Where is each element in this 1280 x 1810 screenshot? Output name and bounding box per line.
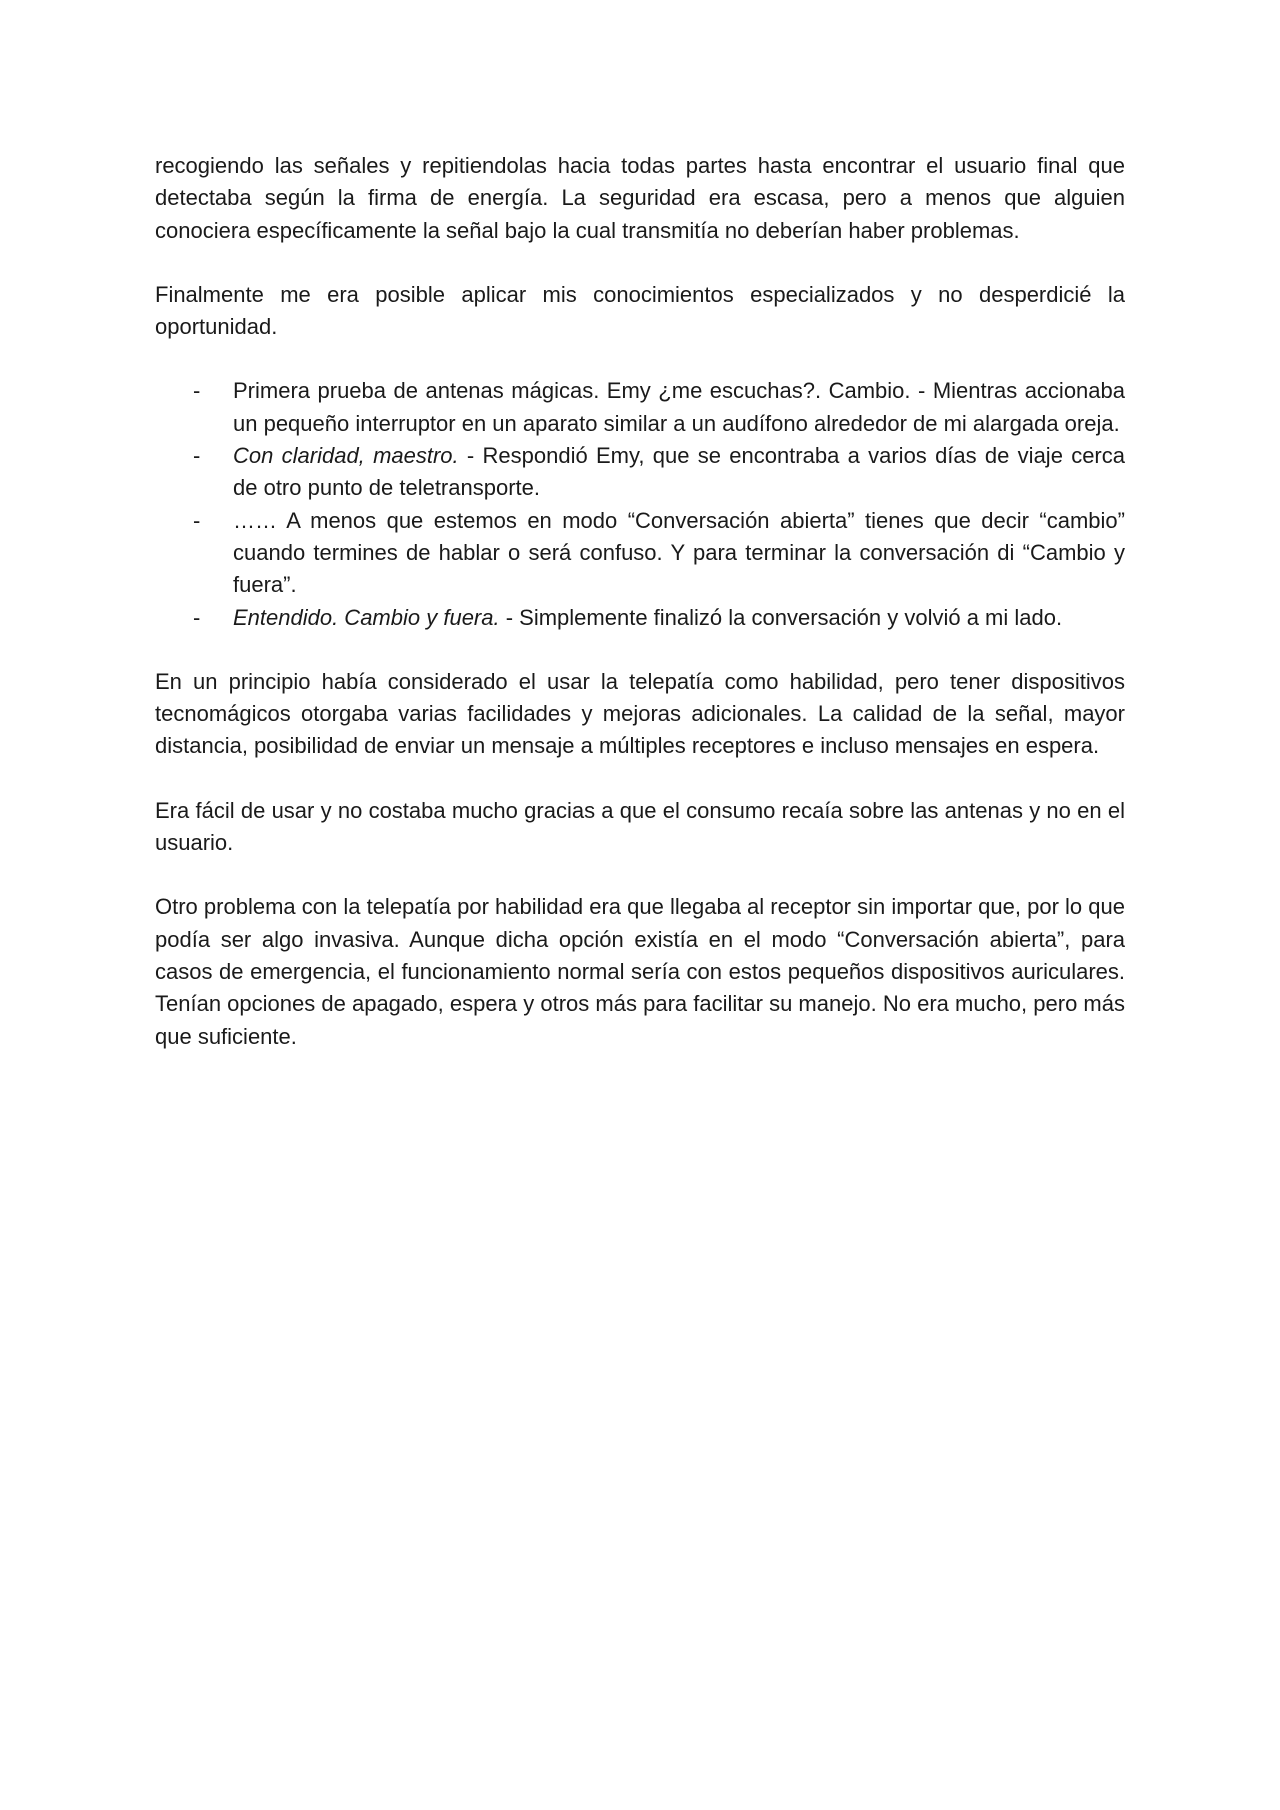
- paragraph: Era fácil de usar y no costaba mucho gracias a que el consumo recaía sobre las antenas y no en el usuario.: [155, 797, 1125, 856]
- dialogue-dash: -: [193, 443, 201, 469]
- paragraph: Otro problema con la telepatía por habilidad era que llegaba al receptor sin importar que, por lo que podía ser algo invasiva. Aunque dicha opción existía en el modo “Conversación abierta”, para casos de emergencia, el funcionamiento normal sería con estos pequeños dispositivos auriculares. Tenían opciones de apagado, espera y otros más para facilitar su manejo. No era mucho, pero más que suficiente.: [155, 894, 1125, 1049]
- dialogue-text: - Respondió Emy, que se encontraba a varios días de viaje cerca de otro punto de teletransporte.: [233, 443, 1125, 501]
- dialogue-list: [155, 375, 1125, 633]
- paragraph: En un principio había considerado el usar la telepatía como habilidad, pero tener dispositivos tecnomágicos otorgaba varias facilidades y mejoras adicionales. La calidad de la señal, mayor distancia, posibilidad de enviar un mensaje a múltiples receptores e incluso mensajes en espera.: [155, 668, 1125, 759]
- dialogue-dash: -: [193, 507, 201, 533]
- dialogue-dash: -: [193, 604, 201, 630]
- dialogue-line: [155, 602, 1125, 634]
- dialogue-italic: Con claridad, maestro.: [233, 443, 459, 469]
- dialogue-dash: -: [193, 378, 201, 404]
- dialogue-line: [155, 505, 1125, 602]
- dialogue-line: [155, 375, 1125, 440]
- dialogue-text: …… A menos que estemos en modo “Conversación abierta” tienes que decir “cambio” cuando termines de hablar o será confuso. Y para terminar la conversación di “Cambio y fuera”.: [233, 507, 1125, 598]
- document-page: [155, 150, 1125, 1085]
- dialogue-line: [155, 440, 1125, 505]
- paragraph: recogiendo las señales y repitiendolas hacia todas partes hasta encontrar el usuario final que detectaba según la firma de energía. La seguridad era escasa, pero a menos que alguien conociera específicamente la señal bajo la cual transmitía no deberían haber problemas.: [155, 153, 1125, 243]
- dialogue-text: Primera prueba de antenas mágicas. Emy ¿me escuchas?. Cambio. - Mientras accionaba un pequeño interruptor en un aparato similar a un audífono alrededor de mi alargada oreja.: [233, 378, 1125, 436]
- dialogue-text: - Simplemente finalizó la conversación y volvió a mi lado.: [499, 604, 1063, 630]
- paragraph: Finalmente me era posible aplicar mis conocimientos especializados y no desperdicié la oportunidad.: [155, 281, 1125, 340]
- dialogue-italic: Entendido. Cambio y fuera.: [233, 604, 500, 630]
